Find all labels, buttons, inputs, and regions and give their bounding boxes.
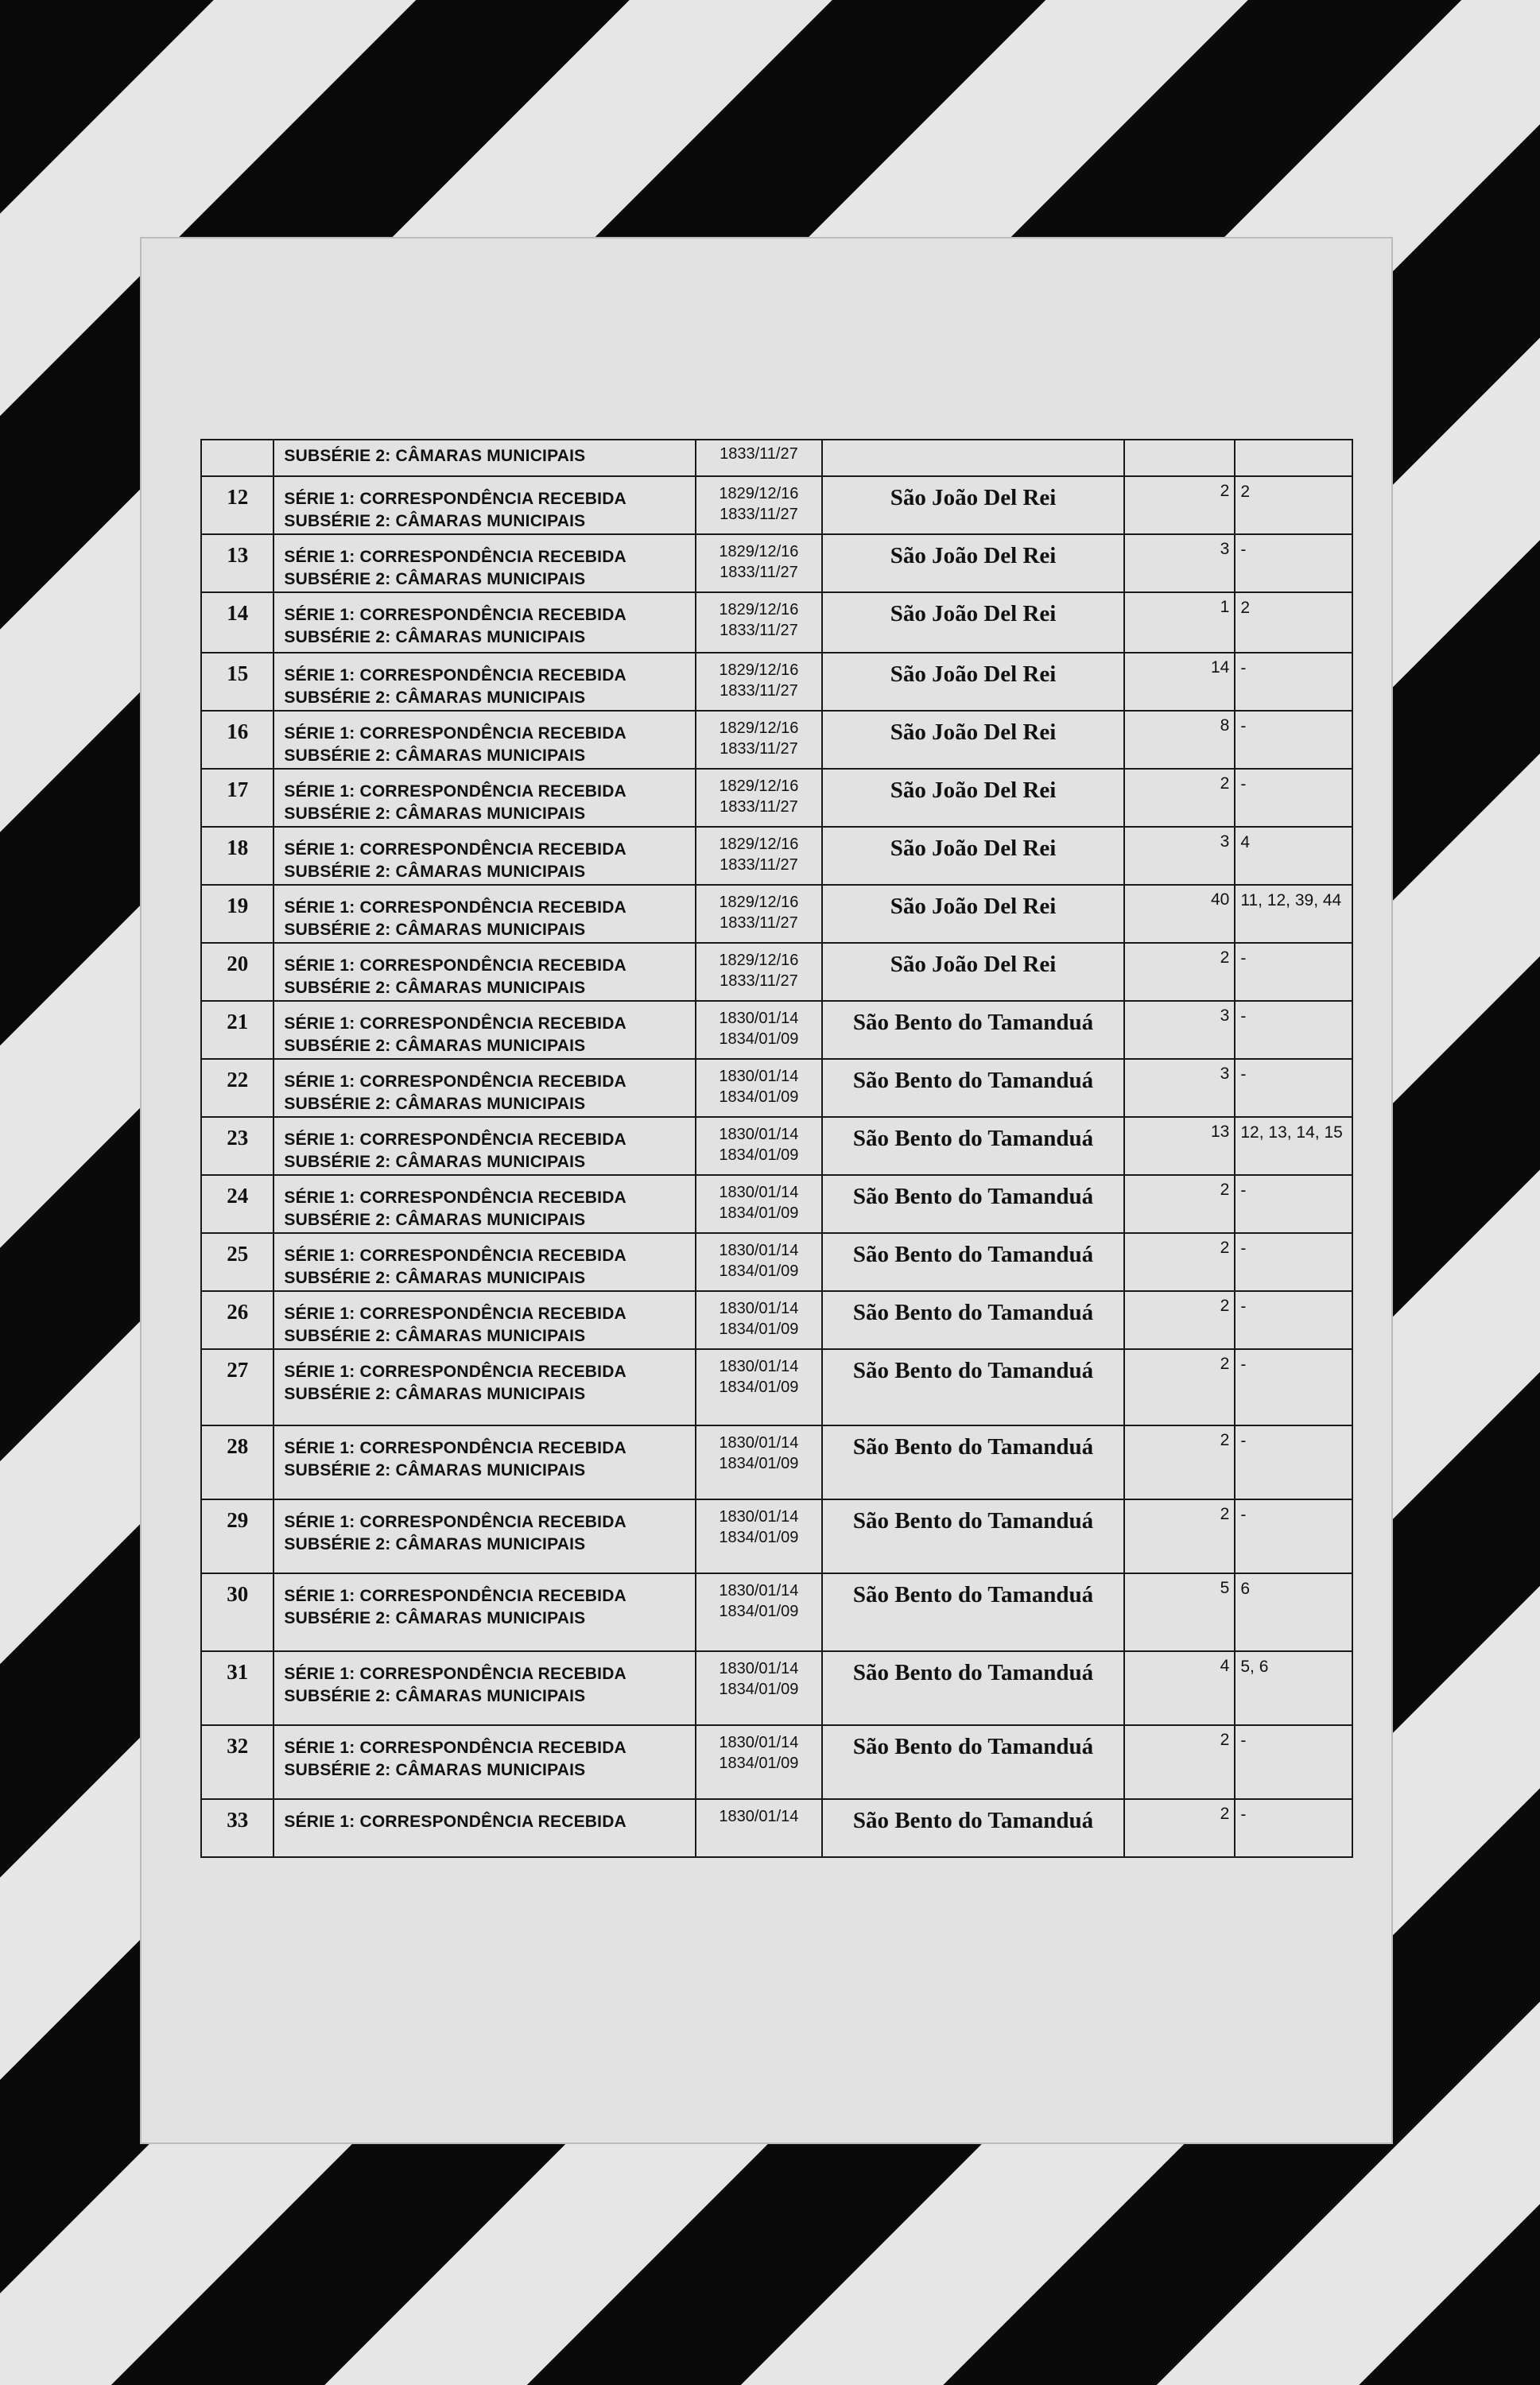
- references: -: [1235, 1499, 1352, 1573]
- references: -: [1235, 1425, 1352, 1499]
- description-cell: [273, 653, 695, 711]
- references: -: [1235, 1001, 1352, 1059]
- table-row: [201, 1001, 1352, 1059]
- row-number: 30: [201, 1573, 273, 1651]
- quantity: 2: [1124, 1291, 1235, 1349]
- subserie-label: SUBSÉRIE 2: CÂMARAS MUNICIPAIS: [284, 921, 586, 939]
- references: -: [1235, 1349, 1352, 1425]
- place-name: São Bento do Tamanduá: [822, 1799, 1124, 1857]
- date-end: 1834/01/09: [719, 1379, 799, 1396]
- description-cell: [273, 1349, 695, 1425]
- date-end: 1833/11/27: [720, 622, 798, 639]
- date-end: 1834/01/09: [719, 1681, 799, 1698]
- row-number: 23: [201, 1117, 273, 1175]
- description-cell: [273, 943, 695, 1001]
- row-number: 25: [201, 1233, 273, 1291]
- date-start: 1830/01/14: [719, 1184, 799, 1201]
- references: -: [1235, 1233, 1352, 1291]
- place-name: São João Del Rei: [822, 534, 1124, 592]
- serie-label: SÉRIE 1: CORRESPONDÊNCIA RECEBIDA: [284, 1439, 626, 1457]
- date-cell: [696, 1349, 823, 1425]
- quantity: 2: [1124, 1233, 1235, 1291]
- quantity: 2: [1124, 1725, 1235, 1799]
- subserie-label: SUBSÉRIE 2: CÂMARAS MUNICIPAIS: [284, 979, 586, 997]
- description-cell: [273, 592, 695, 653]
- row-number: 29: [201, 1499, 273, 1573]
- table-row: [201, 1573, 1352, 1651]
- date-start: 1830/01/14: [719, 1734, 799, 1751]
- references: -: [1235, 1725, 1352, 1799]
- row-number-cell: [201, 440, 273, 476]
- date-end: 1834/01/09: [719, 1320, 799, 1338]
- date-end: 1833/11/27: [720, 506, 798, 523]
- row-number: 21: [201, 1001, 273, 1059]
- table-row: [201, 592, 1352, 653]
- row-number: 19: [201, 885, 273, 943]
- quantity: 2: [1124, 1425, 1235, 1499]
- date-cell: [696, 769, 823, 827]
- date-end: 1834/01/09: [719, 1204, 799, 1222]
- serie-label: SÉRIE 1: CORRESPONDÊNCIA RECEBIDA: [284, 956, 626, 975]
- row-number: 13: [201, 534, 273, 592]
- quantity: 40: [1124, 885, 1235, 943]
- place-name: São Bento do Tamanduá: [822, 1175, 1124, 1233]
- description-cell: [273, 476, 695, 534]
- table-row: [201, 1233, 1352, 1291]
- row-number: 31: [201, 1651, 273, 1725]
- table-row: [201, 827, 1352, 885]
- table-row: [201, 1349, 1352, 1425]
- date-cell: [696, 1001, 823, 1059]
- serie-label: SÉRIE 1: CORRESPONDÊNCIA RECEBIDA: [284, 548, 626, 566]
- table-row: [201, 1291, 1352, 1349]
- date-end: 1834/01/09: [719, 1146, 799, 1164]
- references: -: [1235, 1291, 1352, 1349]
- date-end: 1834/01/09: [719, 1030, 799, 1048]
- date-end: 1833/11/27: [720, 682, 798, 700]
- quantity: 14: [1124, 653, 1235, 711]
- date-end: 1834/01/09: [719, 1455, 799, 1472]
- description-cell: [273, 1573, 695, 1651]
- subserie-label: SUBSÉRIE 2: CÂMARAS MUNICIPAIS: [284, 1761, 586, 1779]
- references: -: [1235, 711, 1352, 769]
- subserie-label: SUBSÉRIE 2: CÂMARAS MUNICIPAIS: [284, 1385, 586, 1403]
- serie-label: SÉRIE 1: CORRESPONDÊNCIA RECEBIDA: [284, 1072, 626, 1091]
- references: 6: [1235, 1573, 1352, 1651]
- quantity: 2: [1124, 476, 1235, 534]
- table-row: [201, 653, 1352, 711]
- place-name: São Bento do Tamanduá: [822, 1233, 1124, 1291]
- row-number: 17: [201, 769, 273, 827]
- subserie-label: SUBSÉRIE 2: CÂMARAS MUNICIPAIS: [284, 1153, 586, 1171]
- place-name: São Bento do Tamanduá: [822, 1001, 1124, 1059]
- subserie-label: SUBSÉRIE 2: CÂMARAS MUNICIPAIS: [284, 570, 586, 588]
- place-name: São João Del Rei: [822, 827, 1124, 885]
- date-start: 1829/12/16: [719, 778, 799, 795]
- description-cell: SUBSÉRIE 2: CÂMARAS MUNICIPAIS: [273, 440, 695, 476]
- references: -: [1235, 534, 1352, 592]
- date-cell: [696, 1291, 823, 1349]
- date-cell: [696, 1425, 823, 1499]
- serie-label: SÉRIE 1: CORRESPONDÊNCIA RECEBIDA: [284, 724, 626, 743]
- date-cell: [696, 534, 823, 592]
- date-start: 1829/12/16: [719, 836, 799, 853]
- description-cell: [273, 1499, 695, 1573]
- place-name: São João Del Rei: [822, 653, 1124, 711]
- quantity: 2: [1124, 1349, 1235, 1425]
- date-end: 1834/01/09: [719, 1088, 799, 1106]
- serie-label: SÉRIE 1: CORRESPONDÊNCIA RECEBIDA: [284, 1813, 626, 1831]
- description-cell: [273, 1725, 695, 1799]
- references: 2: [1235, 592, 1352, 653]
- date-end: 1833/11/27: [720, 972, 798, 990]
- references: -: [1235, 1799, 1352, 1857]
- quantity: 13: [1124, 1117, 1235, 1175]
- row-number: 33: [201, 1799, 273, 1857]
- place-name: São João Del Rei: [822, 476, 1124, 534]
- quantity: 1: [1124, 592, 1235, 653]
- date-start: 1829/12/16: [719, 719, 799, 737]
- date-end: 1834/01/09: [719, 1262, 799, 1280]
- table-row: [201, 1175, 1352, 1233]
- serie-label: SÉRIE 1: CORRESPONDÊNCIA RECEBIDA: [284, 1587, 626, 1605]
- description-cell: [273, 1175, 695, 1233]
- references: 4: [1235, 827, 1352, 885]
- table-row: [201, 1799, 1352, 1857]
- quantity: 2: [1124, 769, 1235, 827]
- serie-label: SÉRIE 1: CORRESPONDÊNCIA RECEBIDA: [284, 1014, 626, 1033]
- place-name: São João Del Rei: [822, 711, 1124, 769]
- serie-label: SÉRIE 1: CORRESPONDÊNCIA RECEBIDA: [284, 1513, 626, 1531]
- quantity: 3: [1124, 534, 1235, 592]
- description-cell: [273, 1117, 695, 1175]
- place-name: São Bento do Tamanduá: [822, 1349, 1124, 1425]
- serie-label: SÉRIE 1: CORRESPONDÊNCIA RECEBIDA: [284, 840, 626, 859]
- date-start: 1830/01/14: [719, 1358, 799, 1375]
- references: -: [1235, 943, 1352, 1001]
- references: -: [1235, 653, 1352, 711]
- date-start: 1829/12/16: [719, 601, 799, 619]
- references: -: [1235, 1059, 1352, 1117]
- serie-label: SÉRIE 1: CORRESPONDÊNCIA RECEBIDA: [284, 1363, 626, 1381]
- table-row: [201, 1425, 1352, 1499]
- references: -: [1235, 1175, 1352, 1233]
- description-cell: [273, 1799, 695, 1857]
- serie-label: SÉRIE 1: CORRESPONDÊNCIA RECEBIDA: [284, 490, 626, 508]
- table-row: [201, 711, 1352, 769]
- row-number: 27: [201, 1349, 273, 1425]
- date-start: 1830/01/14: [719, 1242, 799, 1259]
- date-end: 1833/11/27: [720, 914, 798, 932]
- quantity: 3: [1124, 1059, 1235, 1117]
- table-row: [201, 1651, 1352, 1725]
- date-cell: [696, 1799, 823, 1857]
- row-number: 16: [201, 711, 273, 769]
- date-cell: [696, 1059, 823, 1117]
- subserie-label: SUBSÉRIE 2: CÂMARAS MUNICIPAIS: [284, 1269, 586, 1287]
- place-name: São Bento do Tamanduá: [822, 1117, 1124, 1175]
- date-end: 1833/11/27: [720, 564, 798, 581]
- date-cell: 1833/11/27: [696, 440, 823, 476]
- date-cell: [696, 592, 823, 653]
- subserie-label: SUBSÉRIE 2: CÂMARAS MUNICIPAIS: [284, 747, 586, 765]
- quantity: 5: [1124, 1573, 1235, 1651]
- serie-label: SÉRIE 1: CORRESPONDÊNCIA RECEBIDA: [284, 1665, 626, 1683]
- date-start: 1830/01/14: [719, 1660, 799, 1677]
- references: -: [1235, 769, 1352, 827]
- description-cell: [273, 534, 695, 592]
- subserie-label: SUBSÉRIE 2: CÂMARAS MUNICIPAIS: [284, 1687, 586, 1705]
- quantity-cell: [1124, 440, 1235, 476]
- subserie-label: SUBSÉRIE 2: CÂMARAS MUNICIPAIS: [284, 1095, 586, 1113]
- subserie-label: SUBSÉRIE 2: CÂMARAS MUNICIPAIS: [284, 512, 586, 530]
- quantity: 3: [1124, 1001, 1235, 1059]
- serie-label: SÉRIE 1: CORRESPONDÊNCIA RECEBIDA: [284, 1305, 626, 1323]
- row-number: 28: [201, 1425, 273, 1499]
- place-name: São Bento do Tamanduá: [822, 1651, 1124, 1725]
- place-name: São Bento do Tamanduá: [822, 1725, 1124, 1799]
- description-cell: [273, 1651, 695, 1725]
- quantity: 8: [1124, 711, 1235, 769]
- row-number: 22: [201, 1059, 273, 1117]
- date-start: 1829/12/16: [719, 485, 799, 502]
- date-end: 1834/01/09: [719, 1755, 799, 1772]
- serie-label: SÉRIE 1: CORRESPONDÊNCIA RECEBIDA: [284, 1189, 626, 1207]
- subserie-label: SUBSÉRIE 2: CÂMARAS MUNICIPAIS: [284, 1609, 586, 1627]
- continuation-row: [201, 440, 1352, 476]
- serie-label: SÉRIE 1: CORRESPONDÊNCIA RECEBIDA: [284, 898, 626, 917]
- date-start: 1830/01/14: [719, 1808, 799, 1825]
- quantity: 2: [1124, 1175, 1235, 1233]
- quantity: 2: [1124, 1499, 1235, 1573]
- place-name: São Bento do Tamanduá: [822, 1291, 1124, 1349]
- table-row: [201, 943, 1352, 1001]
- date-cell: [696, 476, 823, 534]
- description-cell: [273, 885, 695, 943]
- subserie-label: SUBSÉRIE 2: CÂMARAS MUNICIPAIS: [284, 805, 586, 823]
- place-name: São Bento do Tamanduá: [822, 1059, 1124, 1117]
- table-row: [201, 885, 1352, 943]
- subserie-label: SUBSÉRIE 2: CÂMARAS MUNICIPAIS: [284, 1461, 586, 1479]
- date-start: 1829/12/16: [719, 661, 799, 679]
- row-number: 20: [201, 943, 273, 1001]
- table-row: [201, 534, 1352, 592]
- date-cell: [696, 1233, 823, 1291]
- quantity: 2: [1124, 943, 1235, 1001]
- subserie-label: SUBSÉRIE 2: CÂMARAS MUNICIPAIS: [284, 628, 586, 646]
- document-page: [142, 238, 1391, 2143]
- description-cell: [273, 711, 695, 769]
- quantity: 2: [1124, 1799, 1235, 1857]
- date-end: 1834/01/09: [719, 1603, 799, 1620]
- serie-label: SÉRIE 1: CORRESPONDÊNCIA RECEBIDA: [284, 782, 626, 801]
- subserie-label: SUBSÉRIE 2: CÂMARAS MUNICIPAIS: [284, 863, 586, 881]
- table-row: [201, 769, 1352, 827]
- date-end: 1834/01/09: [719, 1529, 799, 1546]
- date-cell: [696, 1651, 823, 1725]
- description-cell: [273, 769, 695, 827]
- references: 5, 6: [1235, 1651, 1352, 1725]
- place-name: São João Del Rei: [822, 885, 1124, 943]
- date-cell: [696, 653, 823, 711]
- subserie-label: SUBSÉRIE 2: CÂMARAS MUNICIPAIS: [284, 1211, 586, 1229]
- place-name: São João Del Rei: [822, 592, 1124, 653]
- date-start: 1830/01/14: [719, 1582, 799, 1600]
- date-end: 1833/11/27: [720, 740, 798, 758]
- subserie-label: SUBSÉRIE 2: CÂMARAS MUNICIPAIS: [284, 1535, 586, 1553]
- description-cell: [273, 1059, 695, 1117]
- row-number: 24: [201, 1175, 273, 1233]
- serie-label: SÉRIE 1: CORRESPONDÊNCIA RECEBIDA: [284, 666, 626, 684]
- serie-label: SÉRIE 1: CORRESPONDÊNCIA RECEBIDA: [284, 1247, 626, 1265]
- date-cell: [696, 1573, 823, 1651]
- place-name: São João Del Rei: [822, 769, 1124, 827]
- description-cell: [273, 1291, 695, 1349]
- date-start: 1830/01/14: [719, 1508, 799, 1526]
- row-number: 26: [201, 1291, 273, 1349]
- inventory-table: [200, 439, 1353, 1858]
- place-name: São Bento do Tamanduá: [822, 1425, 1124, 1499]
- table-row: [201, 1117, 1352, 1175]
- table-row: [201, 476, 1352, 534]
- description-cell: [273, 827, 695, 885]
- date-cell: [696, 827, 823, 885]
- serie-label: SÉRIE 1: CORRESPONDÊNCIA RECEBIDA: [284, 606, 626, 624]
- date-cell: [696, 1117, 823, 1175]
- date-start: 1830/01/14: [719, 1300, 799, 1317]
- row-number: 18: [201, 827, 273, 885]
- references: 11, 12, 39, 44: [1235, 885, 1352, 943]
- subserie-label: SUBSÉRIE 2: CÂMARAS MUNICIPAIS: [284, 688, 586, 707]
- row-number: 12: [201, 476, 273, 534]
- date-start: 1830/01/14: [719, 1068, 799, 1085]
- date-start: 1829/12/16: [719, 952, 799, 969]
- references-cell: [1235, 440, 1352, 476]
- date-start: 1829/12/16: [719, 543, 799, 560]
- references: 2: [1235, 476, 1352, 534]
- date-end: 1833/11/27: [720, 798, 798, 816]
- date-cell: [696, 885, 823, 943]
- row-number: 15: [201, 653, 273, 711]
- place-name: São Bento do Tamanduá: [822, 1573, 1124, 1651]
- date-start: 1829/12/16: [719, 894, 799, 911]
- description-cell: [273, 1233, 695, 1291]
- quantity: 3: [1124, 827, 1235, 885]
- serie-label: SÉRIE 1: CORRESPONDÊNCIA RECEBIDA: [284, 1739, 626, 1757]
- date-start: 1830/01/14: [719, 1434, 799, 1452]
- row-number: 14: [201, 592, 273, 653]
- date-cell: [696, 711, 823, 769]
- subserie-label: SUBSÉRIE 2: CÂMARAS MUNICIPAIS: [284, 1327, 586, 1345]
- description-cell: [273, 1425, 695, 1499]
- table-row: [201, 1059, 1352, 1117]
- row-number: 32: [201, 1725, 273, 1799]
- place-cell: [822, 440, 1124, 476]
- subserie-label: SUBSÉRIE 2: CÂMARAS MUNICIPAIS: [284, 1037, 586, 1055]
- date-end: 1833/11/27: [720, 856, 798, 874]
- table-row: [201, 1499, 1352, 1573]
- date-cell: [696, 1175, 823, 1233]
- date-start: 1830/01/14: [719, 1010, 799, 1027]
- quantity: 4: [1124, 1651, 1235, 1725]
- date-start: 1830/01/14: [719, 1126, 799, 1143]
- table-row: [201, 1725, 1352, 1799]
- date-cell: [696, 943, 823, 1001]
- date-cell: [696, 1725, 823, 1799]
- inventory-table-body: [201, 440, 1352, 1857]
- place-name: São João Del Rei: [822, 943, 1124, 1001]
- date-cell: [696, 1499, 823, 1573]
- description-cell: [273, 1001, 695, 1059]
- serie-label: SÉRIE 1: CORRESPONDÊNCIA RECEBIDA: [284, 1130, 626, 1149]
- place-name: São Bento do Tamanduá: [822, 1499, 1124, 1573]
- references: 12, 13, 14, 15: [1235, 1117, 1352, 1175]
